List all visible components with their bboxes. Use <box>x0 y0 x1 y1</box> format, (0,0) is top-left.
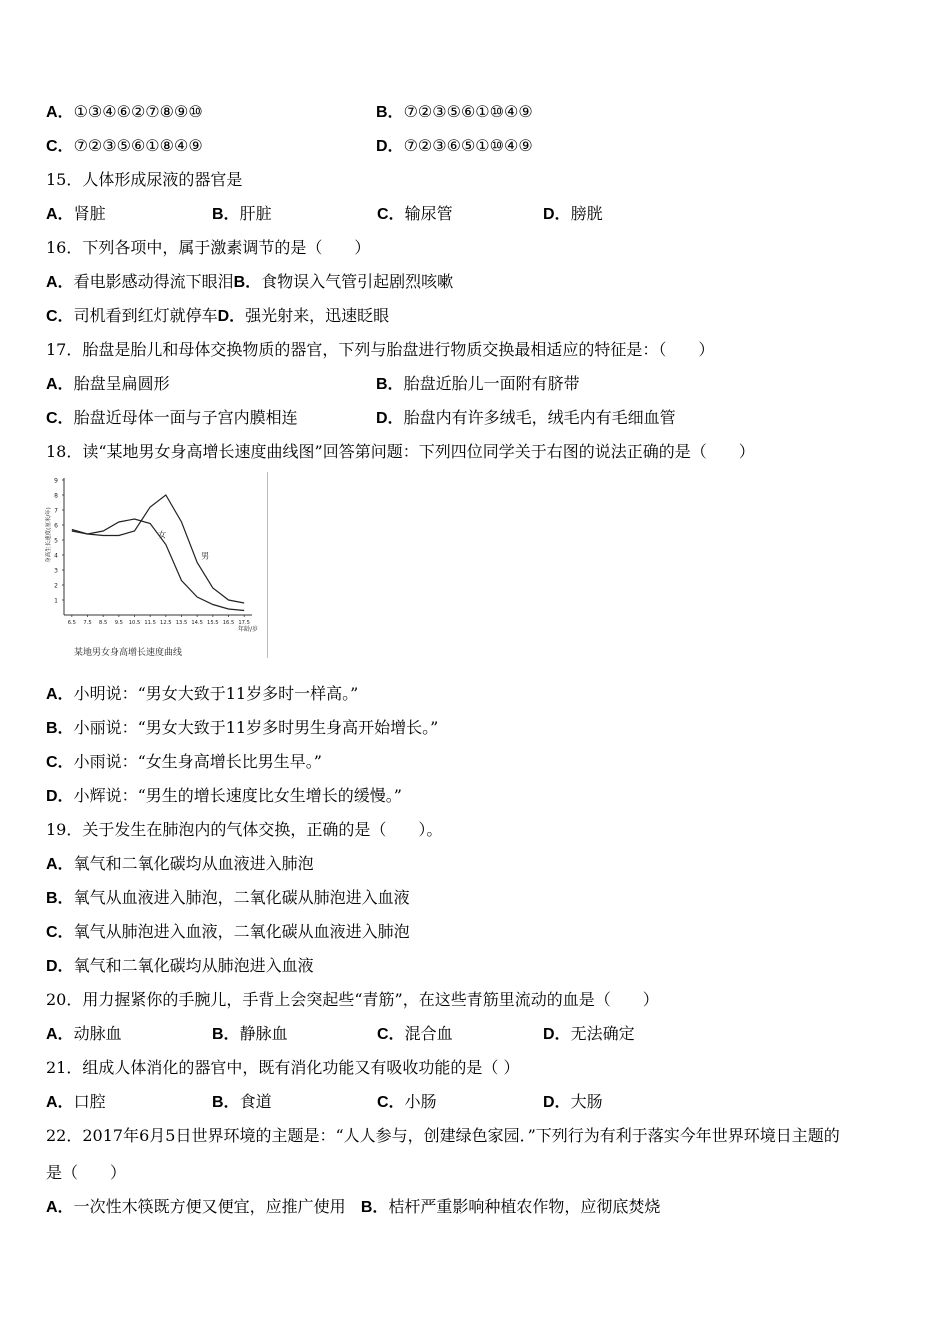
option-letter: C． <box>46 138 74 155</box>
option-letter: A． <box>46 1026 74 1043</box>
x-tick-label: 7.5 <box>83 620 92 626</box>
x-tick-label: 13.5 <box>175 620 188 626</box>
q15-stem: 15．人体形成尿液的器官是 <box>46 170 243 189</box>
q17-option-d[interactable] <box>376 408 676 429</box>
option-letter: D． <box>543 206 571 223</box>
option-letter: A． <box>46 856 74 873</box>
q19-stem: 19．关于发生在肺泡内的气体交换，正确的是（ ）。 <box>46 820 443 839</box>
option-letter: C． <box>377 206 405 223</box>
x-tick-label: 6.5 <box>67 620 76 626</box>
series-line-male <box>72 495 244 603</box>
q21-stem: 21．组成人体消化的器官中，既有消化功能又有吸收功能的是（ ） <box>46 1058 520 1077</box>
option-text: ⑦②③⑤⑥①⑧④⑨ <box>73 136 203 155</box>
option-text: 动脉血 <box>73 1024 122 1043</box>
option-letter: A． <box>46 1094 74 1111</box>
q20-option-c[interactable] <box>377 1024 453 1045</box>
option-letter: D． <box>543 1026 571 1043</box>
chart-axes <box>44 478 258 634</box>
option-letter: D． <box>46 788 74 805</box>
option-text: 大肠 <box>570 1092 603 1111</box>
q21-option-c[interactable] <box>377 1092 437 1113</box>
q14-option-c[interactable] <box>46 136 203 157</box>
q22-option-b[interactable] <box>361 1197 661 1216</box>
q22-row-1 <box>46 1197 660 1218</box>
option-letter: B． <box>46 890 74 907</box>
option-text: 一次性木筷既方便又便宜，应推广使用 <box>73 1197 346 1216</box>
option-letter: A． <box>46 686 74 703</box>
q21-option-a[interactable] <box>46 1092 106 1113</box>
series-label: 女 <box>158 530 167 540</box>
option-text: 肾脏 <box>73 204 106 223</box>
q14-option-d[interactable] <box>376 136 533 157</box>
q20-stem: 20．用力握紧你的手腕儿，手背上会突起些“青筋”，在这些青筋里流动的血是（ ） <box>46 990 659 1009</box>
option-text: 小肠 <box>404 1092 437 1111</box>
option-letter: B． <box>212 1094 240 1111</box>
x-tick-label: 15.5 <box>207 620 219 626</box>
option-letter: C． <box>46 754 74 771</box>
option-text: 小雨说：“女生身高增长比男生早。” <box>73 752 322 771</box>
option-text: ①③④⑥②⑦⑧⑨⑩ <box>73 102 203 121</box>
q19-option-d[interactable] <box>46 956 314 977</box>
option-text: 混合血 <box>404 1024 453 1043</box>
option-text: 氧气和二氧化碳均从血液进入肺泡 <box>73 854 314 873</box>
option-letter: D． <box>376 138 404 155</box>
option-text: 胎盘内有许多绒毛，绒毛内有毛细血管 <box>403 408 676 427</box>
chart-marks <box>72 495 244 611</box>
q17-option-b[interactable] <box>376 374 580 395</box>
y-tick-label: 4 <box>54 552 58 560</box>
q18-option-c[interactable] <box>46 752 322 773</box>
option-letter: A． <box>46 1199 74 1216</box>
q15-option-a[interactable] <box>46 204 106 225</box>
q15-option-d[interactable] <box>543 204 603 225</box>
option-letter: B． <box>212 1026 240 1043</box>
q14-option-b[interactable] <box>376 102 533 123</box>
option-letter: C． <box>377 1094 405 1111</box>
q18-option-d[interactable] <box>46 786 402 807</box>
q16-option-d[interactable] <box>218 306 390 325</box>
y-tick-label: 3 <box>54 567 58 575</box>
option-text: 无法确定 <box>570 1024 635 1043</box>
option-letter: B． <box>212 206 240 223</box>
option-text: 氧气从血液进入肺泡，二氧化碳从肺泡进入血液 <box>73 888 410 907</box>
option-letter: D． <box>376 410 404 427</box>
q20-option-b[interactable] <box>212 1024 288 1045</box>
option-letter: A． <box>46 104 74 121</box>
option-letter: C． <box>377 1026 405 1043</box>
x-axis-label: 年龄/岁 <box>237 626 258 633</box>
option-text: 胎盘呈扁圆形 <box>73 374 170 393</box>
option-text: 胎盘近母体一面与子宫内膜相连 <box>73 408 298 427</box>
y-tick-label: 7 <box>54 507 58 515</box>
x-tick-label: 17.5 <box>238 620 250 626</box>
q22-stem-line2: 是（ ） <box>46 1163 127 1182</box>
option-letter: C． <box>46 308 74 325</box>
option-text: 口腔 <box>73 1092 106 1111</box>
x-tick-label: 16.5 <box>222 620 235 626</box>
x-tick-label: 9.5 <box>114 620 123 626</box>
option-letter: C． <box>46 924 74 941</box>
option-text: ⑦②③⑤⑥①⑩④⑨ <box>403 102 533 121</box>
option-text: 胎盘近胎儿一面附有脐带 <box>403 374 580 393</box>
q16-row-2 <box>46 306 389 327</box>
x-tick-label: 12.5 <box>160 620 172 626</box>
option-text: 看电影感动得流下眼泪 <box>73 272 234 291</box>
q18-option-b[interactable] <box>46 718 438 739</box>
q17-option-c[interactable] <box>46 408 298 429</box>
y-tick-label: 6 <box>54 522 58 530</box>
y-tick-label: 8 <box>54 492 58 500</box>
q16-option-c[interactable] <box>46 306 218 325</box>
option-text: 司机看到红灯就停车 <box>73 306 218 325</box>
option-letter: B． <box>376 376 404 393</box>
series-label: 男 <box>201 551 210 561</box>
option-text: 食道 <box>239 1092 272 1111</box>
q19-option-b[interactable] <box>46 888 410 909</box>
q22-option-a[interactable] <box>46 1197 346 1216</box>
option-text: 小丽说：“男女大致于11岁多时男生身高开始增长。” <box>73 718 439 737</box>
y-tick-label: 1 <box>54 597 58 605</box>
option-letter: A． <box>46 206 74 223</box>
option-letter: D． <box>46 958 74 975</box>
q16-option-a[interactable] <box>46 272 234 291</box>
x-tick-label: 8.5 <box>99 620 108 626</box>
q20-option-d[interactable] <box>543 1024 635 1045</box>
chart-title: 某地男女身高增长速度曲线 <box>74 648 183 658</box>
option-text: 膀胱 <box>570 204 603 223</box>
q21-option-b[interactable] <box>212 1092 272 1113</box>
q15-option-c[interactable] <box>377 204 453 225</box>
option-letter: D． <box>217 308 246 325</box>
q14-option-a[interactable] <box>46 102 203 123</box>
option-text: 氧气和二氧化碳均从肺泡进入血液 <box>73 956 314 975</box>
y-tick-label: 5 <box>54 537 58 545</box>
option-text: ⑦②③⑥⑤①⑩④⑨ <box>403 136 533 155</box>
option-text: 肝脏 <box>239 204 272 223</box>
option-letter: D． <box>543 1094 571 1111</box>
q16-stem: 16．下列各项中，属于激素调节的是（ ） <box>46 238 371 257</box>
q17-stem: 17．胎盘是胎儿和母体交换物质的器官，下列与胎盘进行物质交换最相适应的特征是：（ ） <box>46 340 715 359</box>
q18-stem: 18．读“某地男女身高增长速度曲线图”回答第问题：下列四位同学关于右图的说法正确的是（ ） <box>46 442 755 461</box>
height-growth-chart <box>44 472 268 658</box>
q21-option-d[interactable] <box>543 1092 603 1113</box>
q19-option-a[interactable] <box>46 854 314 875</box>
option-letter: B． <box>360 1199 389 1216</box>
option-text: 强光射来，迅速眨眼 <box>245 306 390 325</box>
option-letter: B． <box>233 274 262 291</box>
q16-row-1 <box>46 272 453 293</box>
x-tick-label: 10.5 <box>128 620 141 626</box>
q19-option-c[interactable] <box>46 922 410 943</box>
option-text: 小明说：“男女大致于11岁多时一样高。” <box>73 684 359 703</box>
q20-option-a[interactable] <box>46 1024 122 1045</box>
option-letter: C． <box>46 410 74 427</box>
q15-option-b[interactable] <box>212 204 272 225</box>
option-text: 氧气从肺泡进入血液，二氧化碳从血液进入肺泡 <box>73 922 410 941</box>
q16-option-b[interactable] <box>234 272 454 291</box>
option-letter: B． <box>46 720 74 737</box>
option-text: 小辉说：“男生的增长速度比女生增长的缓慢。” <box>73 786 402 805</box>
option-text: 食物误入气管引起剧烈咳嗽 <box>261 272 454 291</box>
y-tick-label: 9 <box>54 477 58 485</box>
y-tick-label: 2 <box>54 582 58 590</box>
y-axis-label: 身高生长速度(厘米/年) <box>46 507 52 563</box>
x-tick-label: 11.5 <box>144 620 156 626</box>
x-tick-label: 14.5 <box>191 620 203 626</box>
option-letter: A． <box>46 376 74 393</box>
q17-option-a[interactable] <box>46 374 170 395</box>
option-text: 输尿管 <box>404 204 453 223</box>
q22-stem-line1: 22．2017年6月5日世界环境的主题是：“人人参与，创建绿色家园．”下列行为有利于落实今年世界环境日主题的 <box>46 1126 840 1145</box>
option-text: 静脉血 <box>239 1024 288 1043</box>
option-letter: B． <box>376 104 404 121</box>
option-letter: A． <box>46 274 74 291</box>
option-text: 桔杆严重影响种植农作物，应彻底焚烧 <box>388 1197 661 1216</box>
q18-option-a[interactable] <box>46 684 358 705</box>
